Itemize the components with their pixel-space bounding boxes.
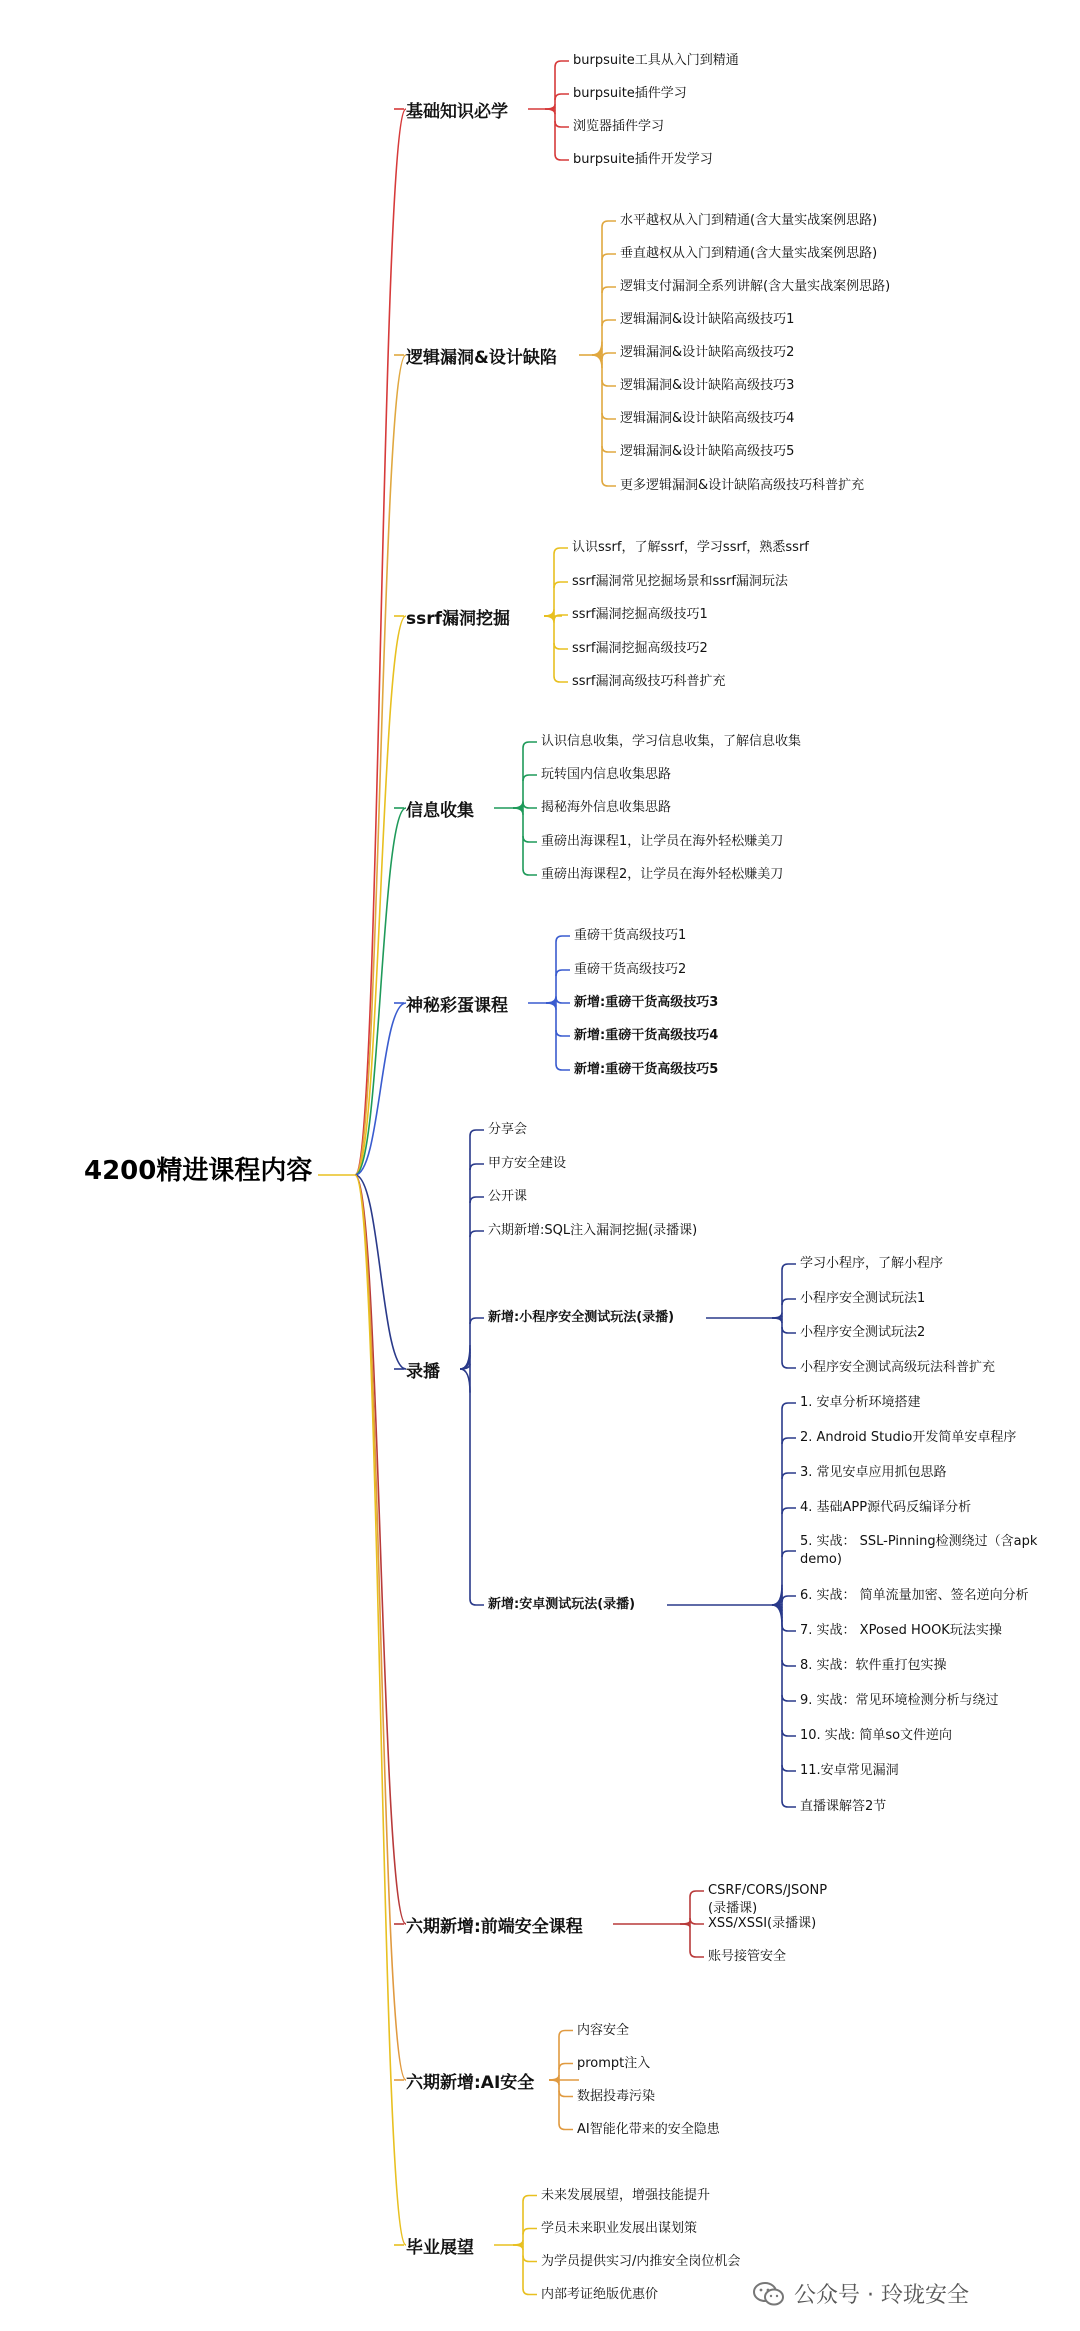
connector-line bbox=[523, 742, 537, 748]
item-9-2: 学员未来职业发展出谋划策 bbox=[541, 2220, 698, 2236]
connector-line bbox=[782, 1625, 796, 1631]
connector-line bbox=[602, 413, 616, 419]
item-4-4: 重磅出海课程1，让学员在海外轻松赚美刀 bbox=[541, 834, 784, 849]
connector-line bbox=[554, 548, 568, 554]
connector-line bbox=[602, 480, 616, 486]
item-6-5: 新增:小程序安全测试玩法(录播) bbox=[488, 1310, 675, 1325]
connector-line bbox=[559, 2091, 573, 2097]
connector-line bbox=[602, 353, 616, 359]
item-5-3: 新增:重磅干货高级技巧3 bbox=[574, 995, 719, 1010]
connector-line bbox=[782, 1438, 796, 1444]
subitem-6-9: 9. 实战：常见环境检测分析与绕过 bbox=[800, 1693, 999, 1708]
subitem-6-2: 2. Android Studio开发简单安卓程序 bbox=[800, 1430, 1017, 1445]
subitem-6-1: 1. 安卓分析环境搭建 bbox=[800, 1395, 921, 1410]
item-2-3: 逻辑支付漏洞全系列讲解(含大量实战案例思路) bbox=[620, 279, 891, 294]
item-3-5: ssrf漏洞高级技巧科普扩充 bbox=[572, 674, 726, 689]
item-3-3: ssrf漏洞挖掘高级技巧1 bbox=[572, 607, 708, 622]
item-4-2: 玩转国内信息收集思路 bbox=[541, 767, 672, 782]
item-6-4: 六期新增:SQL注入漏洞挖掘(录播课) bbox=[488, 1223, 698, 1238]
item-8-3: 数据投毒污染 bbox=[577, 2088, 656, 2104]
item-7-2: XSS/XSSI(录播课) bbox=[708, 1916, 817, 1931]
item-7-1: CSRF/CORS/JSONP (录播课) bbox=[708, 1883, 828, 1916]
connector-line bbox=[602, 221, 616, 227]
connector-line bbox=[602, 320, 616, 326]
connector-line bbox=[782, 1508, 796, 1514]
item-9-4: 内部考证绝版优惠价 bbox=[541, 2286, 659, 2302]
item-2-2: 垂直越权从入门到精通(含大量实战案例思路) bbox=[620, 246, 878, 261]
subitem-6-8: 8. 实战：软件重打包实操 bbox=[800, 1658, 947, 1673]
section-4: 信息收集 bbox=[406, 801, 474, 821]
connector-line bbox=[355, 1175, 406, 2080]
item-8-4: AI智能化带来的安全隐患 bbox=[577, 2121, 720, 2137]
item-2-4: 逻辑漏洞&设计缺陷高级技巧1 bbox=[620, 312, 795, 327]
connector-line bbox=[355, 808, 406, 1175]
section-8: 六期新增:AI安全 bbox=[406, 2073, 535, 2093]
item-2-7: 逻辑漏洞&设计缺陷高级技巧4 bbox=[620, 411, 795, 426]
subitem-5-1: 学习小程序，了解小程序 bbox=[800, 1256, 944, 1271]
connector-line bbox=[782, 1403, 796, 1409]
connector-line bbox=[355, 1175, 406, 2245]
connector-line bbox=[470, 1231, 484, 1237]
connector-line bbox=[559, 2031, 573, 2037]
connector-line bbox=[554, 582, 568, 588]
subitem-6-7: 7. 实战： XPosed HOOK玩法实操 bbox=[800, 1623, 1002, 1638]
section-2: 逻辑漏洞&设计缺陷 bbox=[406, 348, 557, 368]
subitem-6-10: 10. 实战: 简单so文件逆向 bbox=[800, 1728, 953, 1743]
section-5: 神秘彩蛋课程 bbox=[406, 996, 508, 1016]
subitem-5-4: 小程序安全测试高级玩法科普扩充 bbox=[800, 1360, 996, 1375]
item-2-5: 逻辑漏洞&设计缺陷高级技巧2 bbox=[620, 345, 795, 360]
item-7-3: 账号接管安全 bbox=[708, 1949, 787, 1964]
connector-line bbox=[523, 2256, 537, 2262]
connector-line bbox=[523, 2196, 537, 2202]
subitem-5-2: 小程序安全测试玩法1 bbox=[800, 1291, 926, 1306]
item-4-3: 揭秘海外信息收集思路 bbox=[541, 800, 672, 815]
item-8-2: prompt注入 bbox=[577, 2055, 651, 2071]
item-1-1: burpsuite工具从入门到精通 bbox=[573, 53, 739, 68]
connector-line bbox=[782, 1264, 796, 1270]
connector-line bbox=[782, 1660, 796, 1666]
connector-line bbox=[523, 2289, 537, 2295]
subitem-6-5: 5. 实战： SSL-Pinning检测绕过（含apk demo) bbox=[800, 1534, 1038, 1567]
watermark bbox=[752, 2278, 969, 2309]
connector-line bbox=[556, 1064, 570, 1070]
connector-line bbox=[554, 676, 568, 682]
subitem-6-6: 6. 实战： 简单流量加密、签名逆向分析 bbox=[800, 1588, 1029, 1603]
item-3-4: ssrf漏洞挖掘高级技巧2 bbox=[572, 641, 708, 656]
item-6-6: 新增:安卓测试玩法(录播) bbox=[488, 1597, 636, 1612]
connector-line bbox=[355, 355, 406, 1175]
connector-line bbox=[523, 869, 537, 875]
item-6-3: 公开课 bbox=[488, 1189, 528, 1204]
item-6-1: 分享会 bbox=[488, 1122, 528, 1137]
connector-line bbox=[523, 802, 537, 808]
connector-line bbox=[782, 1596, 796, 1602]
connector-line bbox=[782, 1299, 796, 1305]
connector-line bbox=[555, 94, 569, 100]
section-1: 基础知识必学 bbox=[406, 102, 508, 122]
connector-line bbox=[690, 1951, 704, 1957]
subitem-6-4: 4. 基础APP源代码反编译分析 bbox=[800, 1500, 972, 1515]
item-3-2: ssrf漏洞常见挖掘场景和ssrf漏洞玩法 bbox=[572, 574, 788, 589]
connector-line bbox=[556, 997, 570, 1003]
item-1-3: 浏览器插件学习 bbox=[573, 119, 665, 134]
connector-line bbox=[556, 936, 570, 942]
connector-line bbox=[680, 1924, 690, 1927]
connector-line bbox=[355, 109, 406, 1175]
connector-line bbox=[460, 1369, 470, 1393]
item-3-1: 认识ssrf，了解ssrf，学习ssrf，熟悉ssrf bbox=[572, 540, 809, 555]
connector-line bbox=[523, 775, 537, 781]
subitem-6-12: 直播课解答2节 bbox=[800, 1799, 887, 1814]
connector-line bbox=[782, 1327, 796, 1333]
connector-line bbox=[782, 1473, 796, 1479]
section-7: 六期新增:前端安全课程 bbox=[406, 1917, 583, 1937]
connector-line bbox=[782, 1730, 796, 1736]
item-5-4: 新增:重磅干货高级技巧4 bbox=[574, 1028, 719, 1043]
connector-line bbox=[470, 1164, 484, 1170]
connector-line bbox=[782, 1362, 796, 1368]
subitem-5-3: 小程序安全测试玩法2 bbox=[800, 1325, 926, 1340]
section-6: 录播 bbox=[406, 1362, 440, 1382]
root-topic: 4200精进课程内容 bbox=[84, 1156, 313, 1186]
connector-line bbox=[690, 1918, 704, 1924]
connector-line bbox=[782, 1695, 796, 1701]
connector-line bbox=[782, 1551, 796, 1557]
item-5-1: 重磅干货高级技巧1 bbox=[574, 928, 687, 943]
subitem-6-3: 3. 常见安卓应用抓包思路 bbox=[800, 1465, 947, 1480]
subitem-6-11: 11.安卓常见漏洞 bbox=[800, 1763, 899, 1778]
item-5-5: 新增:重磅干货高级技巧5 bbox=[574, 1062, 719, 1077]
item-9-1: 未来发展展望，增强技能提升 bbox=[541, 2187, 711, 2203]
connector-line bbox=[555, 61, 569, 67]
item-1-4: burpsuite插件开发学习 bbox=[573, 152, 713, 167]
connector-line bbox=[470, 1599, 484, 1605]
connector-line bbox=[559, 2064, 573, 2070]
connector-line bbox=[556, 970, 570, 976]
connector-line bbox=[555, 121, 569, 127]
connector-line bbox=[523, 836, 537, 842]
connector-line bbox=[602, 380, 616, 386]
connector-line bbox=[690, 1891, 704, 1897]
connector-line bbox=[602, 446, 616, 452]
item-2-8: 逻辑漏洞&设计缺陷高级技巧5 bbox=[620, 444, 795, 459]
item-8-1: 内容安全 bbox=[577, 2022, 630, 2038]
watermark-text: 公众号 · 玲珑安全 bbox=[794, 2283, 969, 2308]
item-2-1: 水平越权从入门到精通(含大量实战案例思路) bbox=[620, 213, 878, 228]
item-4-5: 重磅出海课程2，让学员在海外轻松赚美刀 bbox=[541, 867, 784, 882]
item-9-3: 为学员提供实习/内推安全岗位机会 bbox=[541, 2253, 741, 2269]
connector-line bbox=[782, 1765, 796, 1771]
wechat-icon bbox=[752, 2281, 786, 2307]
item-1-2: burpsuite插件学习 bbox=[573, 86, 687, 101]
item-5-2: 重磅干货高级技巧2 bbox=[574, 962, 687, 977]
connector-line bbox=[470, 1197, 484, 1203]
item-2-9: 更多逻辑漏洞&设计缺陷高级技巧科普扩充 bbox=[620, 478, 865, 493]
connector-line bbox=[523, 2229, 537, 2235]
connector-line bbox=[555, 154, 569, 160]
connector-line bbox=[470, 1318, 484, 1324]
item-2-6: 逻辑漏洞&设计缺陷高级技巧3 bbox=[620, 378, 795, 393]
section-3: ssrf漏洞挖掘 bbox=[406, 609, 511, 629]
connector-line bbox=[559, 2124, 573, 2130]
connector-line bbox=[355, 1175, 406, 1924]
connector-line bbox=[782, 1801, 796, 1807]
item-4-1: 认识信息收集，学习信息收集，了解信息收集 bbox=[541, 734, 802, 749]
connector-line bbox=[470, 1130, 484, 1136]
connector-line bbox=[556, 1030, 570, 1036]
item-6-2: 甲方安全建设 bbox=[488, 1156, 567, 1171]
section-9: 毕业展望 bbox=[406, 2238, 474, 2258]
connector-line bbox=[602, 254, 616, 260]
connector-line bbox=[602, 287, 616, 293]
connector-line bbox=[554, 643, 568, 649]
